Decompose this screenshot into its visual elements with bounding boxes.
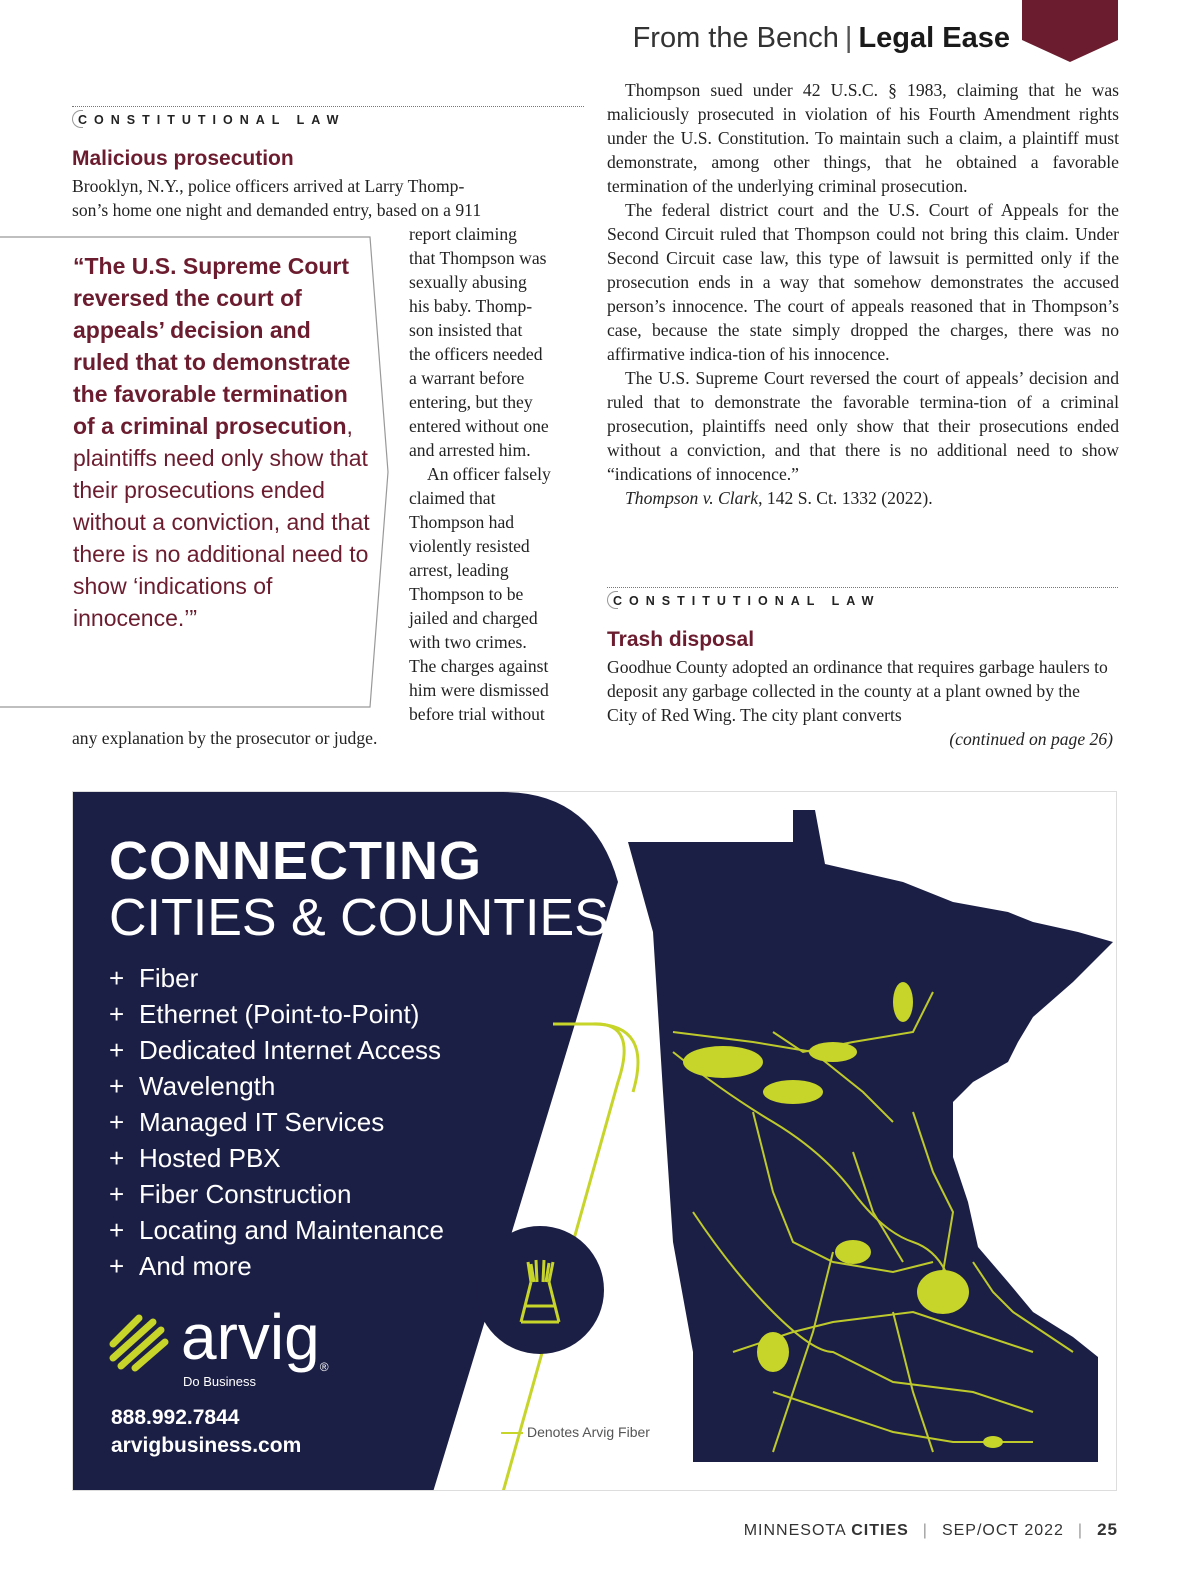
plus-icon: + [109, 963, 125, 993]
header-separator: | [844, 22, 853, 54]
paragraph: Thompson sued under 42 U.S.C. § 1983, claiming that he was maliciously prosecuted in violation of his Fourth Amendment rights under the U.S. Constitution. To maintain such a claim, a plaintiff must demonstrate, among other things, that he obtained a favorable termination of the underlying criminal prosecution. [607, 80, 1119, 196]
logo-word: arvig [181, 1301, 320, 1373]
list-item [109, 1068, 444, 1104]
list-item [109, 1212, 444, 1248]
dotted-rule [72, 106, 584, 107]
plus-icon: + [109, 1107, 125, 1137]
article2-body [607, 655, 1113, 751]
ad-website[interactable]: arvigbusiness.com [111, 1434, 302, 1457]
service-name: Wavelength [139, 1071, 276, 1101]
article-heading-malicious-prosecution: Malicious prosecution [72, 147, 294, 170]
text-line: violently resisted [409, 536, 530, 556]
section-label-constitutional-law-2 [607, 587, 1118, 607]
dotted-rule [607, 587, 1118, 588]
article1-column2 [607, 78, 1119, 510]
case-reference: , 142 S. Ct. 1332 (2022). [758, 488, 933, 508]
ad-subheadline: CITIES & COUNTIES [109, 889, 609, 947]
page-footer [744, 1520, 1118, 1540]
magazine-name-a: MINNESOTA [743, 1522, 846, 1539]
service-name: Hosted PBX [139, 1143, 281, 1173]
fiber-cable-icon [476, 1226, 604, 1354]
plus-icon: + [109, 1071, 125, 1101]
plus-icon: + [109, 1251, 125, 1281]
footer-separator: | [922, 1522, 928, 1539]
service-name: Ethernet (Point-to-Point) [139, 999, 420, 1029]
text-line: a warrant before [409, 368, 525, 388]
plus-icon: + [109, 1143, 125, 1173]
section-label-constitutional-law [72, 106, 584, 126]
text-line: Brooklyn, N.Y., police officers arrived at Larry Thomp- [72, 176, 465, 196]
issue-date: SEP/OCT 2022 [941, 1522, 1064, 1539]
text-line: and arrested him. [409, 440, 531, 460]
text-line: entering, but they [409, 392, 533, 412]
case-name: Thompson v. Clark [625, 488, 759, 508]
paragraph: The federal district court and the U.S. Court of Appeals for the Second Circuit ruled that Thompson could not bring this claim. Under Second Circuit case law, this type of lawsuit is permitted only if the prosecution ends in a way that somehow demonstrates the accused person’s innocence. The court of appeals reasoned that in Thompson’s case, because the state simply dropped the charges, there was no affirmative indica-tion of his innocence. [607, 200, 1119, 364]
text-line: claimed that [409, 488, 496, 508]
text-line: him were dismissed [409, 680, 549, 700]
minnesota-map [628, 810, 1113, 1462]
label-text: CONSTITUTIONAL LAW [613, 594, 881, 608]
service-name: Managed IT Services [139, 1107, 385, 1137]
text-line: the officers needed [409, 344, 543, 364]
list-item [109, 1140, 444, 1176]
arvig-stripes-icon [109, 1310, 179, 1380]
page-number: 25 [1097, 1520, 1118, 1539]
text-line: entered without one [409, 416, 549, 436]
text-line: An officer falsely [427, 464, 551, 484]
list-item [109, 1104, 444, 1140]
corner-tab-shape [1022, 0, 1118, 80]
label-text: CONSTITUTIONAL LAW [78, 113, 346, 127]
article1-intro [72, 174, 584, 222]
plus-icon: + [109, 1215, 125, 1245]
text-line: Thompson had [409, 512, 515, 532]
article-heading-trash-disposal: Trash disposal [607, 628, 755, 651]
list-item [109, 1176, 444, 1212]
service-name: Fiber [139, 963, 199, 993]
registered-mark: ® [319, 1360, 329, 1374]
ad-phone[interactable]: 888.992.7844 [111, 1406, 240, 1429]
service-list [109, 960, 444, 1284]
pull-quote-rest: , plaintiffs need only show that their prosecutions ended without a conviction, and that there is no additional need to show ‘indications of innocence.’” [73, 413, 370, 631]
service-name: And more [139, 1251, 252, 1281]
text-line: arrest, leading [409, 560, 509, 580]
text-line: his baby. Thomp- [409, 296, 533, 316]
plus-icon: + [109, 999, 125, 1029]
service-name: Fiber Construction [139, 1179, 352, 1209]
continued-note: (continued on page 26) [949, 729, 1113, 749]
text-line: son insisted that [409, 320, 523, 340]
section-name: From the Bench [632, 22, 839, 54]
plus-icon: + [109, 1179, 125, 1209]
legend-line-swatch [501, 1432, 523, 1434]
logo-wordmark [181, 1300, 329, 1374]
fiber-line-inner [593, 1024, 638, 1092]
article1-last-line: any explanation by the prosecutor or judge. [72, 728, 378, 748]
page-header [0, 18, 1200, 64]
pull-quote [73, 250, 373, 634]
legend-text: Denotes Arvig Fiber [527, 1424, 650, 1440]
paragraph: The U.S. Supreme Court reversed the court of appeals’ decision and ruled that to demonstrate the favorable termina-tion of a criminal prosecution, plaintiffs need only show that their prosecutions ended without a conviction, and that there is no additional need to show “indications of innocence.” [607, 368, 1119, 484]
text-line: that Thompson was [409, 248, 547, 268]
article1-narrow-column [409, 222, 589, 726]
list-item [109, 1248, 444, 1284]
text-line: sexually abusing [409, 272, 527, 292]
paragraph: Goodhue County adopted an ordinance that requires garbage haulers to deposit any garbage collected in the county at a plant owned by the City of Red Wing. The city plant converts [607, 657, 1108, 725]
text-line: jailed and charged [409, 608, 538, 628]
arvig-advertisement[interactable] [72, 791, 1117, 1491]
text-line: Thompson to be [409, 584, 524, 604]
running-head [633, 22, 1010, 55]
magazine-name-b: CITIES [851, 1522, 909, 1539]
logo-tagline: Do Business [183, 1374, 256, 1389]
column-title: Legal Ease [858, 22, 1010, 54]
text-line: The charges against [409, 656, 549, 676]
list-item [109, 996, 444, 1032]
text-line: report claiming [409, 224, 517, 244]
text-line: with two crimes. [409, 632, 527, 652]
footer-separator: | [1077, 1522, 1084, 1539]
plus-icon: + [109, 1035, 125, 1065]
service-name: Locating and Maintenance [139, 1215, 445, 1245]
text-line: before trial without [409, 704, 545, 724]
list-item [109, 1032, 444, 1068]
arvig-logo[interactable] [109, 1301, 369, 1390]
case-citation [607, 486, 1119, 510]
map-legend [501, 1424, 650, 1440]
service-name: Dedicated Internet Access [139, 1035, 442, 1065]
text-line: son’s home one night and demanded entry, based on a 911 [72, 200, 482, 220]
pull-quote-emphasis: “The U.S. Supreme Court reversed the court of appeals’ decision and ruled that to demonstrate the favorable termination of a criminal prosecution [73, 253, 351, 439]
list-item [109, 960, 444, 996]
ad-headline: CONNECTING [109, 831, 482, 891]
